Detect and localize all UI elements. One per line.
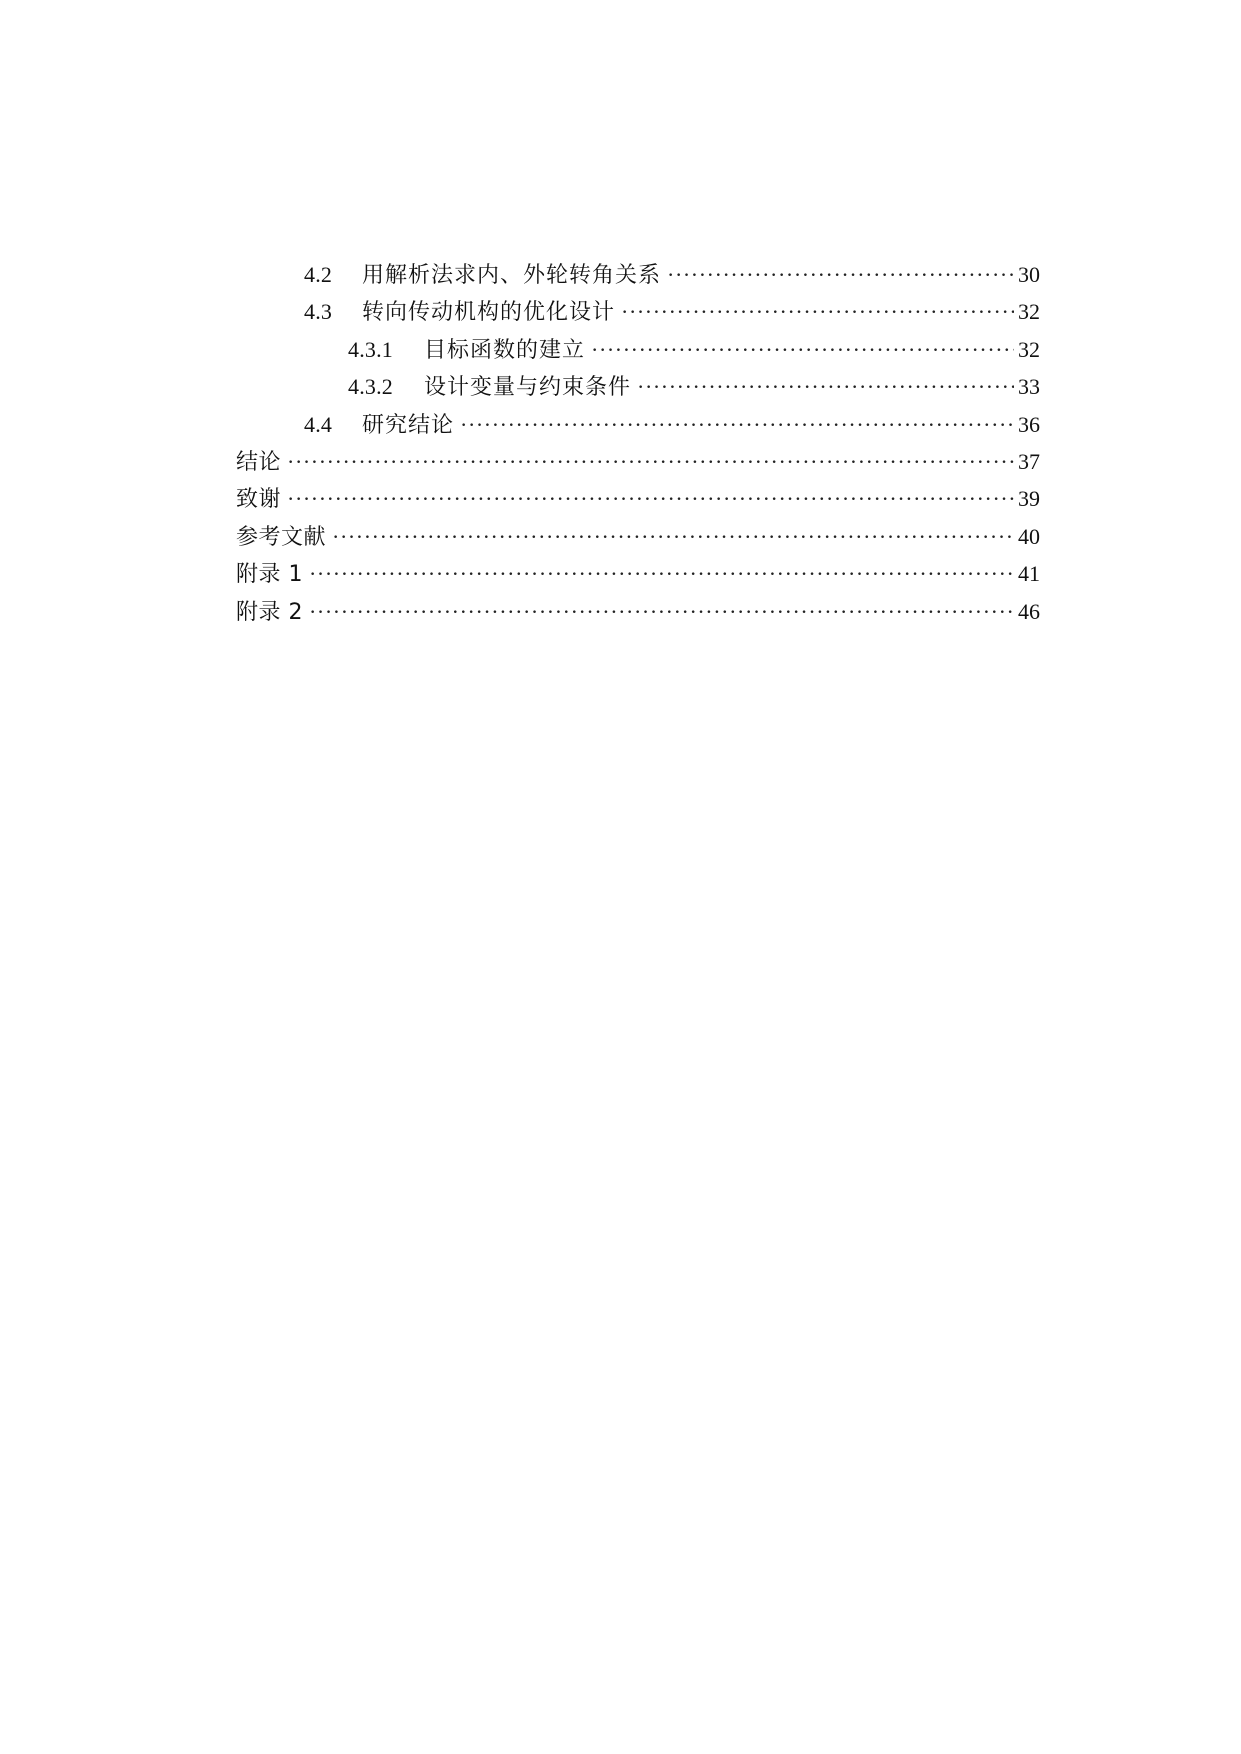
toc-entry-page: 33 xyxy=(1018,374,1040,400)
toc-entry-title: 附录 1 xyxy=(236,562,303,588)
toc-leader-dots xyxy=(287,443,1014,480)
toc-entry-title: 用解析法求内、外轮转角关系 xyxy=(362,263,662,288)
toc-leader-dots xyxy=(637,368,1014,405)
toc-entry-page: 37 xyxy=(1018,448,1040,474)
toc-entry-conclusion[interactable] xyxy=(236,443,1040,480)
toc-leader-dots xyxy=(591,331,1014,368)
toc-entry-page: 32 xyxy=(1018,299,1040,325)
toc-entry-page: 32 xyxy=(1018,336,1040,362)
toc-leader-dots xyxy=(309,593,1014,630)
toc-entry-appendix-2[interactable] xyxy=(236,593,1040,630)
toc-entry-title: 设计变量与约束条件 xyxy=(424,375,632,401)
toc-entry-references[interactable] xyxy=(236,518,1040,555)
toc-entry-number: 4.2 xyxy=(304,262,333,287)
toc-entry-4-3[interactable] xyxy=(236,293,1040,330)
toc-entry-title: 参考文献 xyxy=(236,524,327,550)
toc-entry-4-2[interactable] xyxy=(236,256,1040,293)
toc-entry-title: 目标函数的建立 xyxy=(424,337,586,363)
toc-entry-4-3-1[interactable] xyxy=(236,331,1040,368)
toc-entry-page: 41 xyxy=(1018,561,1040,587)
toc-leader-dots xyxy=(287,480,1014,517)
toc-entry-title: 转向传动机构的优化设计 xyxy=(362,300,616,326)
toc-leader-dots xyxy=(332,518,1014,555)
toc-entry-number: 4.3.1 xyxy=(348,336,393,362)
toc-entry-title: 结论 xyxy=(236,449,282,475)
toc-entry-number: 4.3.2 xyxy=(348,374,393,400)
toc-entry-title: 附录 2 xyxy=(236,599,303,625)
toc-entry-page: 40 xyxy=(1018,523,1040,549)
toc-entry-4-3-2[interactable] xyxy=(236,368,1040,405)
toc-entry-page: 30 xyxy=(1018,262,1040,287)
toc-entry-page: 39 xyxy=(1018,486,1040,512)
toc-entry-appendix-1[interactable] xyxy=(236,555,1040,592)
toc-entry-page: 46 xyxy=(1018,598,1040,624)
toc-entry-4-4[interactable] xyxy=(236,406,1040,443)
toc-leader-dots xyxy=(460,406,1014,443)
toc-entry-title: 研究结论 xyxy=(362,412,455,438)
toc-entry-number: 4.4 xyxy=(304,411,333,437)
toc-leader-dots xyxy=(667,256,1014,293)
table-of-contents xyxy=(236,256,1040,630)
toc-entry-page: 36 xyxy=(1018,411,1040,437)
toc-entry-acknowledgements[interactable] xyxy=(236,480,1040,517)
toc-leader-dots xyxy=(621,293,1014,330)
toc-entry-number: 4.3 xyxy=(304,299,333,325)
toc-entry-title: 致谢 xyxy=(236,487,282,513)
toc-leader-dots xyxy=(309,555,1014,592)
